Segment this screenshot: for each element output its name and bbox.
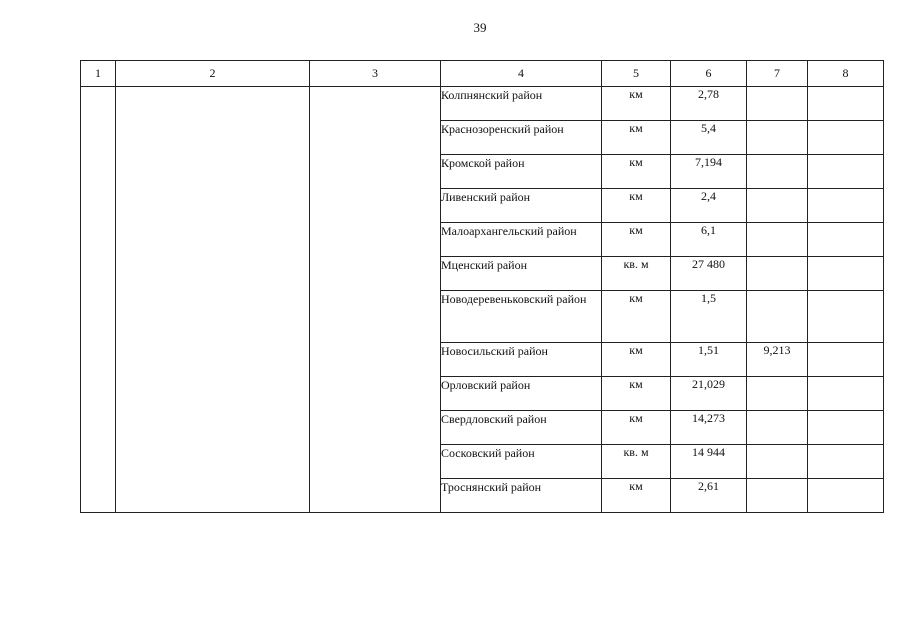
unit-cell: км xyxy=(602,87,671,121)
merged-cell-col2 xyxy=(116,87,310,513)
col7-cell xyxy=(747,155,808,189)
data-table xyxy=(80,60,884,513)
value-cell: 7,194 xyxy=(671,155,747,189)
district-name: Мценский район xyxy=(441,257,602,291)
value-cell: 6,1 xyxy=(671,223,747,257)
district-name: Троснянский район xyxy=(441,479,602,513)
merged-cell-col1 xyxy=(81,87,116,513)
value-cell: 21,029 xyxy=(671,377,747,411)
district-name: Новосильский район xyxy=(441,343,602,377)
col7-cell xyxy=(747,377,808,411)
col8-cell xyxy=(808,377,884,411)
value-cell: 14 944 xyxy=(671,445,747,479)
col8-cell xyxy=(808,189,884,223)
col7-cell xyxy=(747,257,808,291)
unit-cell: км xyxy=(602,479,671,513)
header-cell-8: 8 xyxy=(808,61,884,87)
district-name: Сосковский район xyxy=(441,445,602,479)
unit-cell: км xyxy=(602,343,671,377)
header-cell-3: 3 xyxy=(310,61,441,87)
value-cell: 2,61 xyxy=(671,479,747,513)
col8-cell xyxy=(808,291,884,343)
district-name: Свердловский район xyxy=(441,411,602,445)
unit-cell: км xyxy=(602,377,671,411)
col8-cell xyxy=(808,343,884,377)
col8-cell xyxy=(808,445,884,479)
value-cell: 27 480 xyxy=(671,257,747,291)
unit-cell: кв. м xyxy=(602,257,671,291)
header-cell-5: 5 xyxy=(602,61,671,87)
col8-cell xyxy=(808,411,884,445)
col7-cell xyxy=(747,87,808,121)
col7-cell xyxy=(747,445,808,479)
header-cell-1: 1 xyxy=(81,61,116,87)
unit-cell: км xyxy=(602,155,671,189)
district-name: Малоархангельский район xyxy=(441,223,602,257)
district-name: Краснозоренский район xyxy=(441,121,602,155)
merged-cell-col3 xyxy=(310,87,441,513)
value-cell: 2,4 xyxy=(671,189,747,223)
district-name: Ливенский район xyxy=(441,189,602,223)
table-row xyxy=(81,87,884,121)
col8-cell xyxy=(808,87,884,121)
col7-cell xyxy=(747,121,808,155)
col7-cell xyxy=(747,479,808,513)
col8-cell xyxy=(808,155,884,189)
unit-cell: км xyxy=(602,291,671,343)
col8-cell xyxy=(808,479,884,513)
district-name: Орловский район xyxy=(441,377,602,411)
header-cell-6: 6 xyxy=(671,61,747,87)
col8-cell xyxy=(808,121,884,155)
unit-cell: км xyxy=(602,223,671,257)
col8-cell xyxy=(808,223,884,257)
header-cell-2: 2 xyxy=(116,61,310,87)
header-row xyxy=(81,61,884,87)
col8-cell xyxy=(808,257,884,291)
value-cell: 1,5 xyxy=(671,291,747,343)
value-cell: 5,4 xyxy=(671,121,747,155)
col7-cell xyxy=(747,411,808,445)
unit-cell: км xyxy=(602,121,671,155)
district-name: Кромской район xyxy=(441,155,602,189)
unit-cell: км xyxy=(602,189,671,223)
col7-cell xyxy=(747,223,808,257)
col7-cell xyxy=(747,189,808,223)
unit-cell: кв. м xyxy=(602,445,671,479)
col7-cell: 9,213 xyxy=(747,343,808,377)
header-cell-4: 4 xyxy=(441,61,602,87)
unit-cell: км xyxy=(602,411,671,445)
page-number: 39 xyxy=(473,20,487,35)
value-cell: 1,51 xyxy=(671,343,747,377)
value-cell: 2,78 xyxy=(671,87,747,121)
header-cell-7: 7 xyxy=(747,61,808,87)
district-name: Колпнянский район xyxy=(441,87,602,121)
col7-cell xyxy=(747,291,808,343)
value-cell: 14,273 xyxy=(671,411,747,445)
district-name: Новодеревеньковский район xyxy=(441,291,602,343)
